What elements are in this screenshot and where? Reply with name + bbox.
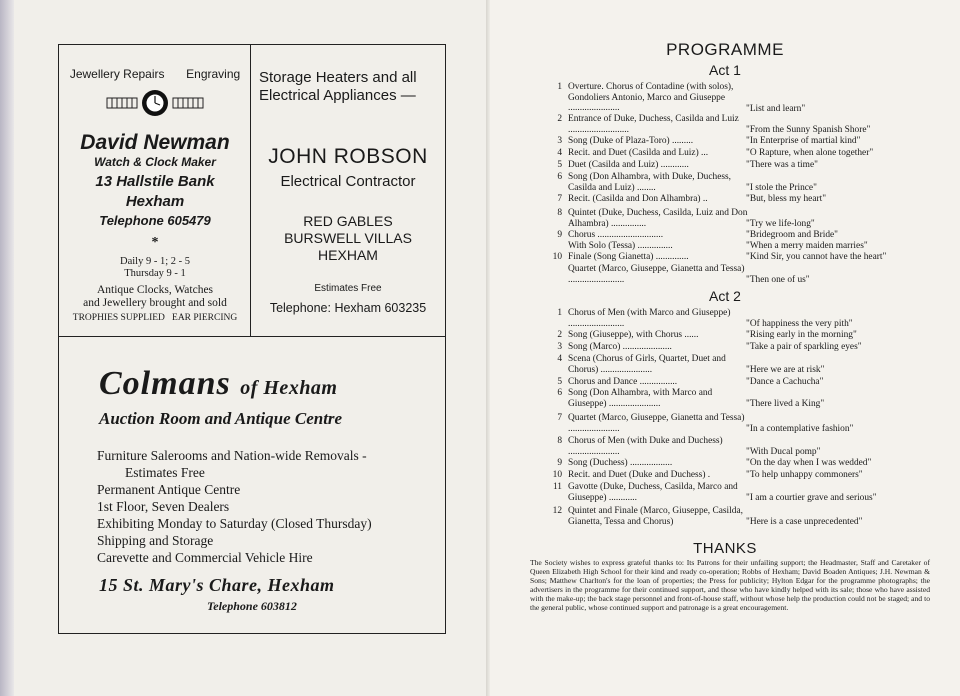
robson-address-3: HEXHAM xyxy=(318,247,378,263)
robson-advert xyxy=(251,45,445,337)
item-song-title: "When a merry maiden marries" xyxy=(746,241,868,251)
item-description: Scena (Chorus of Girls, Quartet, Duet and Chorus) ...................... xyxy=(568,354,726,375)
star-icon: * xyxy=(151,235,159,250)
item-number: 10 xyxy=(552,252,562,262)
item-song-title: "On the day when I was wedded" xyxy=(746,458,872,468)
colmans-service-item: Estimates Free xyxy=(125,465,205,480)
robson-line-1: Storage Heaters and all xyxy=(259,69,417,86)
item-song-title: "There was a time" xyxy=(746,160,818,170)
robson-line-2: Electrical Appliances — xyxy=(259,87,416,104)
item-number: 10 xyxy=(552,470,562,480)
newman-address: 13 Hallstile Bank xyxy=(95,173,215,190)
robson-telephone: Telephone: Hexham 603235 xyxy=(269,301,427,315)
item-number: 4 xyxy=(557,148,562,158)
item-song-title: "In a contemplative fashion" xyxy=(746,424,854,434)
item-number: 5 xyxy=(557,377,562,387)
robson-address-2: BURSWELL VILLAS xyxy=(284,230,412,246)
robson-trade: Electrical Contractor xyxy=(280,173,416,190)
item-description: Gavotte (Duke, Duchess, Casilda, Marco and Giuseppe) ............ xyxy=(568,482,738,503)
robson-address-1: RED GABLES xyxy=(303,213,393,229)
item-description: With Solo (Tessa) ............... xyxy=(568,241,673,251)
item-number: 1 xyxy=(557,308,562,318)
item-description: Recit. and Duet (Casilda and Luiz) ... xyxy=(568,148,709,158)
item-number: 3 xyxy=(557,342,562,352)
item-song-title: "Dance a Cachucha" xyxy=(746,377,824,387)
item-description: Overture. Chorus of Contadine (with solos), Gondoliers Antonio, Marco and Giuseppe ...................... xyxy=(568,82,734,113)
newman-hours-daily: Daily 9 - 1; 2 - 5 xyxy=(120,256,190,267)
item-song-title: "Take a pair of sparkling eyes" xyxy=(746,342,862,352)
thanks-body: The Society wishes to express grateful thanks to: Its Patrons for their unfailing support; the Headmaster, Staff and Caretaker of Queen Elizabeth High School for their kind and ready co-operation; Robbs of Hexham; David Boaden Antiques; J.H. Newman & Sons; Matthew Charlton's for the loan of properties; the Press for publicity; Hylton Edgar for the programme photographs; the advertisers in the programme for their continued support, and those who have kindly helped with its sale; those who have assisted with the make-up; the back stage personnel and front-of-house staff, without whose help the production could not be staged; and to the general public, whose continued support and patronage is a great encouragement. xyxy=(530,558,930,612)
item-number: 5 xyxy=(557,160,562,170)
programme-title: PROGRAMME xyxy=(666,40,784,59)
item-description: Song (Duchess) .................. xyxy=(568,458,673,468)
item-song-title: "But, bless my heart" xyxy=(746,194,827,204)
newman-engraving: Engraving xyxy=(186,67,241,81)
item-number: 8 xyxy=(557,436,562,446)
colmans-service-item: Permanent Antique Centre xyxy=(97,482,241,497)
colmans-subtitle: Auction Room and Antique Centre xyxy=(99,409,343,428)
colmans-service-item: Carevette and Commercial Vehicle Hire xyxy=(97,550,313,565)
item-song-title: "Here we are at risk" xyxy=(746,365,825,375)
colmans-name: Colmans xyxy=(99,365,231,402)
newman-antiques-1: Antique Clocks, Watches xyxy=(96,284,214,296)
act-1-title: Act 1 xyxy=(709,62,741,78)
item-description: Quintet and Finale (Marco, Giuseppe, Casilda, Gianetta, Tessa and Chorus) xyxy=(568,506,743,527)
item-description: Recit. and Duet (Duke and Duchess) . xyxy=(568,470,711,480)
item-song-title: "Bridegroom and Bride" xyxy=(746,230,839,240)
item-song-title: "Then one of us" xyxy=(746,275,810,285)
item-number: 11 xyxy=(552,482,562,492)
item-description: Recit. (Casilda and Don Alhambra) .. xyxy=(568,194,708,204)
item-number: 4 xyxy=(557,354,562,364)
item-number: 2 xyxy=(557,114,562,124)
newman-name: David Newman xyxy=(80,131,230,154)
item-song-title: "Of happiness the very pith" xyxy=(746,319,853,329)
item-description: Song (Don Alhambra, with Duke, Duchess, Casilda and Luiz) ........ xyxy=(568,172,731,193)
item-number: 12 xyxy=(552,506,562,516)
colmans-service-item: Furniture Salerooms and Nation-wide Removals - xyxy=(97,448,367,463)
item-song-title: "Try we life-long" xyxy=(746,219,815,229)
item-song-title: "Rising early in the morning" xyxy=(746,330,857,340)
item-description: Chorus of Men (with Marco and Giuseppe) ........................ xyxy=(568,308,731,329)
item-description: Song (Don Alhambra, with Marco and Giuseppe) ...................... xyxy=(568,388,713,409)
colmans-service-item: Shipping and Storage xyxy=(97,533,214,548)
item-description: Chorus and Dance ................ xyxy=(568,377,678,387)
item-song-title: "With Ducal pomp" xyxy=(746,447,821,457)
newman-services: TROPHIES SUPPLIED EAR PIERCING xyxy=(72,313,238,323)
page-edge xyxy=(0,0,14,696)
item-number: 1 xyxy=(557,82,562,92)
item-number: 9 xyxy=(557,458,562,468)
colmans-telephone: Telephone 603812 xyxy=(207,599,297,613)
right-page xyxy=(490,0,960,696)
newman-repairs: Jewellery Repairs xyxy=(69,67,165,81)
newman-trade: Watch & Clock Maker xyxy=(94,155,216,169)
item-number: 6 xyxy=(557,388,562,398)
colmans-title xyxy=(99,365,338,403)
newman-telephone: Telephone 605479 xyxy=(99,213,211,228)
item-number: 8 xyxy=(557,208,562,218)
item-description: Finale (Song Gianetta) .............. xyxy=(568,252,689,262)
newman-hours-thursday: Thursday 9 - 1 xyxy=(124,268,186,279)
newman-antiques-2: and Jewellery brought and sold xyxy=(83,297,227,309)
advert-grid xyxy=(58,44,446,634)
item-number: 2 xyxy=(557,330,562,340)
robson-estimates: Estimates Free xyxy=(314,283,382,294)
act-2-title: Act 2 xyxy=(709,288,741,304)
item-description: Song (Giuseppe), with Chorus ...... xyxy=(568,330,699,340)
item-song-title: "In Enterprise of martial kind" xyxy=(746,136,861,146)
colmans-advert xyxy=(59,337,445,633)
item-description: Entrance of Duke, Duchess, Casilda and Luiz .......................... xyxy=(568,114,739,135)
colmans-address: 15 St. Mary's Chare, Hexham xyxy=(99,575,335,595)
item-number: 6 xyxy=(557,172,562,182)
newman-advert xyxy=(59,45,251,337)
item-description: Song (Marco) ..................... xyxy=(568,342,672,352)
item-song-title: "List and learn" xyxy=(746,104,806,114)
item-number: 9 xyxy=(557,230,562,240)
item-song-title: "Kind Sir, you cannot have the heart" xyxy=(746,252,887,262)
colmans-service-item: Exhibiting Monday to Saturday (Closed Thursday) xyxy=(97,516,372,531)
item-description: Quintet (Duke, Duchess, Casilda, Luiz and Don Alhambra) ............... xyxy=(568,208,748,229)
item-description: Chorus ............................ xyxy=(568,230,664,240)
item-description: Chorus of Men (with Duke and Duchess) ...................... xyxy=(568,436,723,457)
colmans-services-list xyxy=(97,447,372,566)
colmans-service-item: 1st Floor, Seven Dealers xyxy=(97,499,230,514)
newman-town: Hexham xyxy=(125,193,185,210)
newman-header xyxy=(59,67,251,81)
item-description: Quartet (Marco, Giuseppe, Gianetta and Tessa) ...................... xyxy=(568,413,745,434)
item-song-title: "Here is a case unprecedented" xyxy=(746,517,863,527)
item-song-title: "I am a courtier grave and serious" xyxy=(746,493,877,503)
colmans-of-town: of Hexham xyxy=(240,377,338,399)
robson-name: JOHN ROBSON xyxy=(268,145,428,168)
item-description: Duet (Casilda and Luiz) ............ xyxy=(568,160,689,170)
item-description: Song (Duke of Plaza-Toro) ......... xyxy=(568,136,694,146)
item-song-title: "To help unhappy commoners" xyxy=(746,470,863,480)
item-song-title: "I stole the Prince" xyxy=(746,183,817,193)
item-song-title: "O Rapture, when alone together" xyxy=(746,148,874,158)
thanks-title: THANKS xyxy=(693,540,757,557)
item-number: 7 xyxy=(557,413,562,423)
item-song-title: "From the Sunny Spanish Shore" xyxy=(746,125,871,135)
item-number: 7 xyxy=(557,194,562,204)
item-number: 3 xyxy=(557,136,562,146)
item-song-title: "There lived a King" xyxy=(746,399,825,409)
watch-icon xyxy=(105,89,205,117)
item-description: Quartet (Marco, Giuseppe, Gianetta and Tessa) ........................ xyxy=(568,264,745,285)
